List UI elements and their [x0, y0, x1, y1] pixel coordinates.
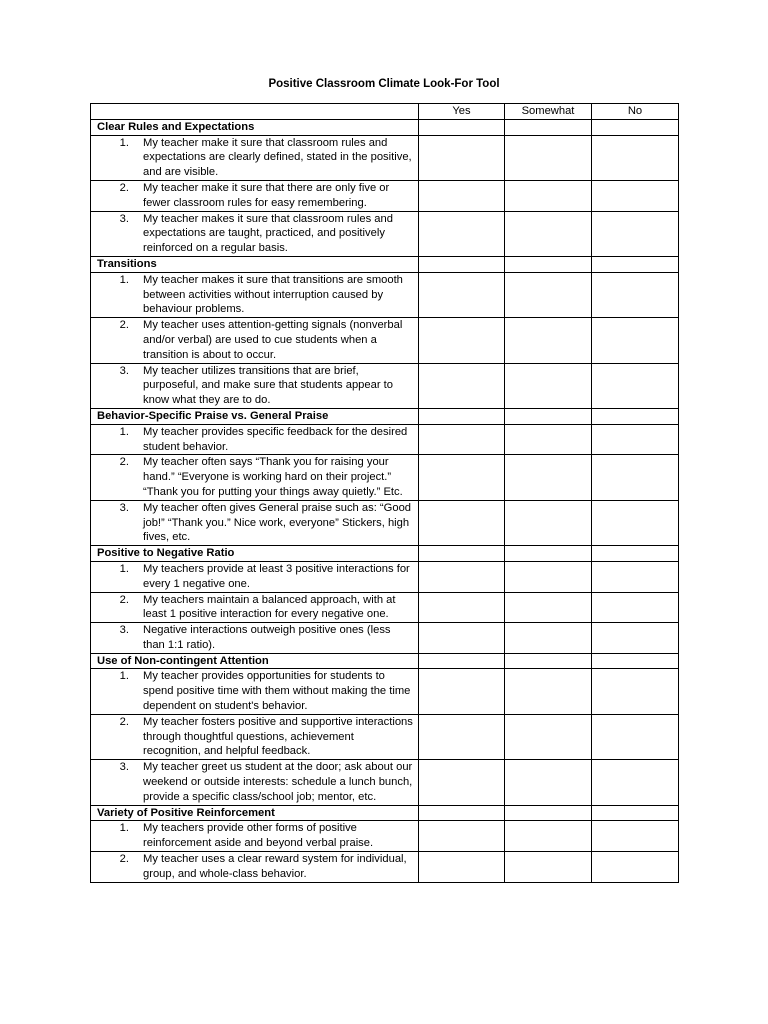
item-cell [91, 318, 419, 363]
item-cell [91, 500, 419, 545]
section-yes-cell [419, 119, 505, 135]
item-text: My teacher make it sure that classroom rules and expectations are clearly defined, stated in the positive, and are visible. [143, 136, 412, 179]
item-text: My teachers maintain a balanced approach, with at least 1 positive interaction for every negative one. [143, 593, 396, 621]
item-yes-cell[interactable] [419, 135, 505, 180]
item-somewhat-cell[interactable] [505, 760, 592, 805]
item-somewhat-cell[interactable] [505, 561, 592, 592]
header-somewhat: Somewhat [505, 104, 592, 120]
look-for-table [90, 103, 679, 883]
item-yes-cell[interactable] [419, 318, 505, 363]
section-yes-cell [419, 546, 505, 562]
item-no-cell[interactable] [592, 363, 679, 408]
item-number: 2. [119, 181, 129, 194]
item-yes-cell[interactable] [419, 821, 505, 852]
item-yes-cell[interactable] [419, 363, 505, 408]
section-no-cell [592, 546, 679, 562]
item-yes-cell[interactable] [419, 424, 505, 455]
item-somewhat-cell[interactable] [505, 623, 592, 654]
item-yes-cell[interactable] [419, 272, 505, 317]
item-number: 1. [119, 136, 129, 149]
item-row [91, 852, 679, 883]
item-somewhat-cell[interactable] [505, 669, 592, 714]
item-no-cell[interactable] [592, 760, 679, 805]
item-yes-cell[interactable] [419, 180, 505, 211]
item-somewhat-cell[interactable] [505, 821, 592, 852]
item-cell [91, 592, 419, 623]
section-heading: Clear Rules and Expectations [91, 119, 419, 135]
document-title: Positive Classroom Climate Look-For Tool [268, 78, 500, 90]
item-cell [91, 211, 419, 256]
section-yes-cell [419, 653, 505, 669]
section-row [91, 546, 679, 562]
item-somewhat-cell[interactable] [505, 318, 592, 363]
item-no-cell[interactable] [592, 852, 679, 883]
item-no-cell[interactable] [592, 592, 679, 623]
section-yes-cell [419, 408, 505, 424]
item-cell [91, 135, 419, 180]
item-somewhat-cell[interactable] [505, 135, 592, 180]
item-no-cell[interactable] [592, 180, 679, 211]
header-blank-cell [91, 104, 419, 120]
item-text: My teacher greet us student at the door; ask about our weekend or outside interests: schedule a lunch bunch, provide a specific class/school job; mentor, etc. [143, 761, 413, 803]
item-cell [91, 852, 419, 883]
item-number: 1. [119, 273, 129, 286]
item-text: My teachers provide other forms of positive reinforcement aside and beyond verbal praise. [143, 822, 374, 850]
item-row [91, 623, 679, 654]
item-text: My teacher provides opportunities for students to spend positive time with them without making the time dependent on student's behavior. [143, 670, 411, 713]
item-row [91, 669, 679, 714]
item-somewhat-cell[interactable] [505, 424, 592, 455]
item-cell [91, 821, 419, 852]
item-row [91, 424, 679, 455]
table-header-row [91, 104, 679, 120]
section-yes-cell [419, 256, 505, 272]
item-somewhat-cell[interactable] [505, 180, 592, 211]
item-number: 2. [119, 456, 129, 469]
item-number: 3. [119, 761, 129, 774]
item-text: My teacher provides specific feedback for the desired student behavior. [143, 425, 408, 453]
item-no-cell[interactable] [592, 623, 679, 654]
item-text: My teacher often says “Thank you for raising your hand.” “Everyone is working hard on their project.” “Thank you for putting your things away quietly.” Etc. [143, 456, 403, 498]
item-somewhat-cell[interactable] [505, 455, 592, 500]
section-no-cell [592, 256, 679, 272]
item-yes-cell[interactable] [419, 714, 505, 759]
section-heading: Behavior-Specific Praise vs. General Praise [91, 408, 419, 424]
item-text: My teacher makes it sure that transitions are smooth between activities without interruption caused by behaviour problems. [143, 273, 403, 316]
item-number: 1. [119, 822, 129, 835]
item-row [91, 318, 679, 363]
item-somewhat-cell[interactable] [505, 211, 592, 256]
header-no: No [592, 104, 679, 120]
item-no-cell[interactable] [592, 714, 679, 759]
item-no-cell[interactable] [592, 821, 679, 852]
item-no-cell[interactable] [592, 669, 679, 714]
section-row [91, 653, 679, 669]
item-number: 2. [119, 853, 129, 866]
item-cell [91, 455, 419, 500]
item-no-cell[interactable] [592, 272, 679, 317]
item-text: My teacher utilizes transitions that are brief, purposeful, and make sure that students appear to know what they are to do. [143, 364, 394, 407]
section-no-cell [592, 805, 679, 821]
item-yes-cell[interactable] [419, 561, 505, 592]
section-somewhat-cell [505, 653, 592, 669]
section-somewhat-cell [505, 408, 592, 424]
item-no-cell[interactable] [592, 211, 679, 256]
item-cell [91, 363, 419, 408]
item-text: Negative interactions outweigh positive ones (less than 1:1 ratio). [143, 624, 391, 651]
section-somewhat-cell [505, 119, 592, 135]
item-number: 1. [119, 670, 129, 683]
section-no-cell [592, 119, 679, 135]
item-yes-cell[interactable] [419, 500, 505, 545]
item-somewhat-cell[interactable] [505, 592, 592, 623]
item-row [91, 760, 679, 805]
item-yes-cell[interactable] [419, 592, 505, 623]
section-row [91, 119, 679, 135]
section-heading: Use of Non-contingent Attention [91, 653, 419, 669]
item-text: My teacher uses attention-getting signals (nonverbal and/or verbal) are used to cue students when a transition is about to occur. [143, 319, 403, 361]
item-yes-cell[interactable] [419, 760, 505, 805]
section-yes-cell [419, 805, 505, 821]
section-somewhat-cell [505, 805, 592, 821]
item-text: My teachers provide at least 3 positive interactions for every 1 negative one. [143, 562, 410, 590]
item-no-cell[interactable] [592, 135, 679, 180]
item-number: 3. [119, 364, 129, 377]
item-no-cell[interactable] [592, 424, 679, 455]
item-somewhat-cell[interactable] [505, 852, 592, 883]
item-somewhat-cell[interactable] [505, 363, 592, 408]
item-row [91, 363, 679, 408]
item-number: 3. [119, 212, 129, 225]
item-cell [91, 180, 419, 211]
item-somewhat-cell[interactable] [505, 714, 592, 759]
item-number: 2. [119, 319, 129, 332]
section-heading: Transitions [91, 256, 419, 272]
section-heading: Variety of Positive Reinforcement [91, 805, 419, 821]
item-number: 2. [119, 593, 129, 606]
item-row [91, 821, 679, 852]
item-row [91, 592, 679, 623]
item-yes-cell[interactable] [419, 623, 505, 654]
section-heading: Positive to Negative Ratio [91, 546, 419, 562]
item-number: 1. [119, 425, 129, 438]
section-row [91, 256, 679, 272]
item-text: My teacher fosters positive and supportive interactions through thoughtful questions, achievement recognition, and helpful feedback. [143, 715, 413, 758]
item-cell [91, 714, 419, 759]
section-no-cell [592, 408, 679, 424]
item-no-cell[interactable] [592, 561, 679, 592]
item-text: My teacher makes it sure that classroom rules and expectations are taught, practiced, and positively reinforced on a regular basis. [143, 212, 393, 255]
item-number: 3. [119, 624, 129, 637]
item-no-cell[interactable] [592, 500, 679, 545]
item-row [91, 714, 679, 759]
section-row [91, 805, 679, 821]
section-somewhat-cell [505, 256, 592, 272]
item-no-cell[interactable] [592, 455, 679, 500]
item-text: My teacher uses a clear reward system for individual, group, and whole-class behavior. [143, 853, 407, 880]
item-somewhat-cell[interactable] [505, 500, 592, 545]
item-cell [91, 424, 419, 455]
item-yes-cell[interactable] [419, 455, 505, 500]
item-text: My teacher make it sure that there are only five or fewer classroom rules for easy remembering. [143, 181, 390, 209]
item-cell [91, 669, 419, 714]
section-somewhat-cell [505, 546, 592, 562]
section-row [91, 408, 679, 424]
item-cell [91, 561, 419, 592]
item-text: My teacher often gives General praise such as: “Good job!” “Thank you.” Nice work, everyone” Stickers, high fives, etc. [143, 501, 412, 544]
item-yes-cell[interactable] [419, 211, 505, 256]
item-row [91, 211, 679, 256]
item-yes-cell[interactable] [419, 669, 505, 714]
item-row [91, 272, 679, 317]
section-no-cell [592, 653, 679, 669]
item-cell [91, 623, 419, 654]
item-cell [91, 272, 419, 317]
item-number: 1. [119, 562, 129, 575]
item-no-cell[interactable] [592, 318, 679, 363]
item-row [91, 135, 679, 180]
item-number: 2. [119, 715, 129, 728]
item-row [91, 500, 679, 545]
item-yes-cell[interactable] [419, 852, 505, 883]
item-cell [91, 760, 419, 805]
item-row [91, 561, 679, 592]
header-yes: Yes [419, 104, 505, 120]
item-row [91, 180, 679, 211]
item-number: 3. [119, 501, 129, 514]
item-somewhat-cell[interactable] [505, 272, 592, 317]
item-row [91, 455, 679, 500]
